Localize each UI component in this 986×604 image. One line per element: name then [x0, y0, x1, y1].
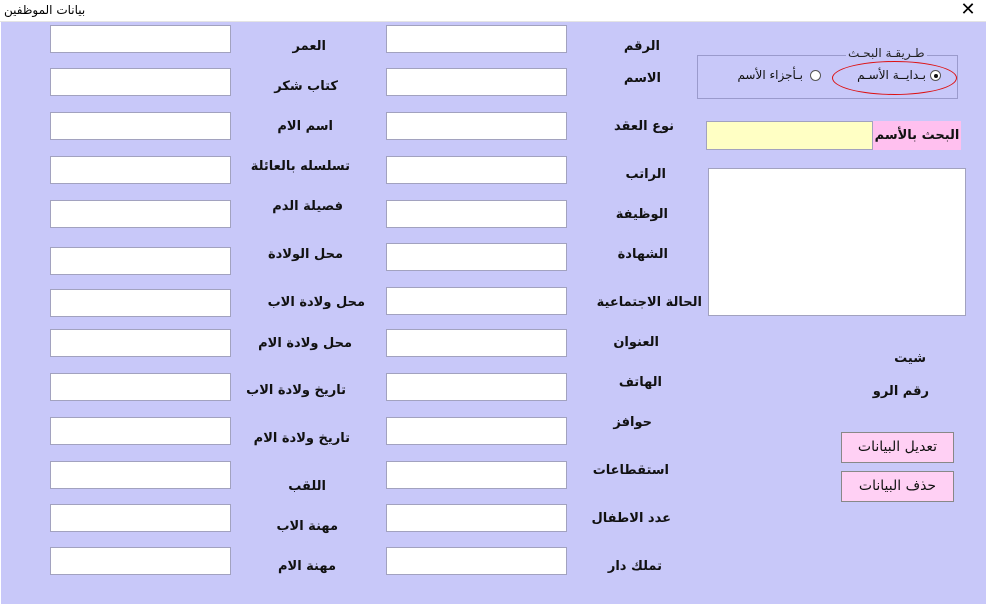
incentives-field[interactable]	[386, 417, 567, 445]
family-seq-label: تسلسله بالعائلة	[250, 159, 350, 174]
certificate-label: الشهادة	[617, 247, 668, 262]
birth-place-field[interactable]	[50, 247, 231, 275]
mother-birth-place-label: محل ولادة الام	[258, 336, 352, 351]
mother-birth-date-label: تاريخ ولادة الام	[253, 431, 350, 446]
thanks-letter-field[interactable]	[50, 68, 231, 96]
age-label: العمر	[292, 39, 326, 54]
marital-status-field[interactable]	[386, 287, 567, 315]
mother-birth-place-field[interactable]	[50, 329, 231, 357]
father-birth-date-field[interactable]	[50, 373, 231, 401]
search-by-name-input[interactable]	[706, 121, 873, 150]
address-label: العنوان	[613, 335, 659, 350]
marital-status-label: الحالة الاجتماعية	[596, 295, 702, 310]
owns-house-field[interactable]	[386, 547, 567, 575]
children-label: عدد الاطفال	[591, 511, 671, 526]
father-birth-place-label: محل ولادة الاب	[267, 295, 365, 310]
certificate-field[interactable]	[386, 243, 567, 271]
children-field[interactable]	[386, 504, 567, 532]
search-method-legend: طـريقـة البحـث	[848, 46, 925, 60]
number-field[interactable]	[386, 25, 567, 53]
incentives-label: حوافز	[613, 415, 652, 430]
blood-type-field[interactable]	[50, 200, 231, 228]
red-highlight-circle	[832, 61, 957, 95]
phone-label: الهاتف	[618, 375, 662, 390]
row-number-label: رقم الرو	[872, 384, 929, 399]
family-seq-field[interactable]	[50, 156, 231, 184]
owns-house-label: تملك دار	[607, 559, 662, 574]
radio-name-parts[interactable]	[810, 70, 821, 81]
window-title: بيانات الموظفين	[4, 3, 86, 17]
search-by-name-label: البحث بالأسم	[873, 121, 961, 150]
father-job-label: مهنة الاب	[276, 519, 338, 534]
surname-field[interactable]	[50, 461, 231, 489]
surname-label: اللقب	[288, 479, 326, 494]
thanks-letter-label: كتاب شكر	[274, 79, 338, 94]
number-label: الرقم	[623, 39, 660, 54]
mother-birth-date-field[interactable]	[50, 417, 231, 445]
blood-type-label: فصيلة الدم	[272, 199, 343, 214]
birth-place-label: محل الولادة	[267, 247, 343, 262]
contract-type-field[interactable]	[386, 112, 567, 140]
radio-start-of-name-label[interactable]: بـدايــة الأسـم	[857, 68, 926, 82]
radio-name-parts-label[interactable]: بـأجزاء الأسم	[737, 68, 803, 82]
results-listbox[interactable]	[708, 168, 966, 316]
title-bar	[0, 0, 986, 22]
close-icon[interactable]: ✕	[960, 0, 976, 20]
name-field[interactable]	[386, 68, 567, 96]
contract-type-label: نوع العقد	[614, 119, 674, 134]
father-birth-date-label: تاريخ ولادة الاب	[246, 383, 346, 398]
deductions-label: استقطاعات	[592, 463, 669, 478]
job-field[interactable]	[386, 200, 567, 228]
sheet-label: شيت	[894, 351, 926, 366]
edit-data-button[interactable]: تعديل البيانات	[841, 432, 954, 463]
father-birth-place-field[interactable]	[50, 289, 231, 317]
address-field[interactable]	[386, 329, 567, 357]
deductions-field[interactable]	[386, 461, 567, 489]
delete-data-button[interactable]: حذف البيانات	[841, 471, 954, 502]
father-job-field[interactable]	[50, 504, 231, 532]
name-label: الاسم	[623, 71, 661, 86]
salary-field[interactable]	[386, 156, 567, 184]
phone-field[interactable]	[386, 373, 567, 401]
mother-job-field[interactable]	[50, 547, 231, 575]
mother-job-label: مهنة الام	[277, 559, 336, 574]
age-field[interactable]	[50, 25, 231, 53]
salary-label: الراتب	[625, 167, 666, 182]
job-label: الوظيفة	[615, 207, 668, 222]
mother-name-label: اسم الام	[277, 119, 333, 134]
mother-name-field[interactable]	[50, 112, 231, 140]
